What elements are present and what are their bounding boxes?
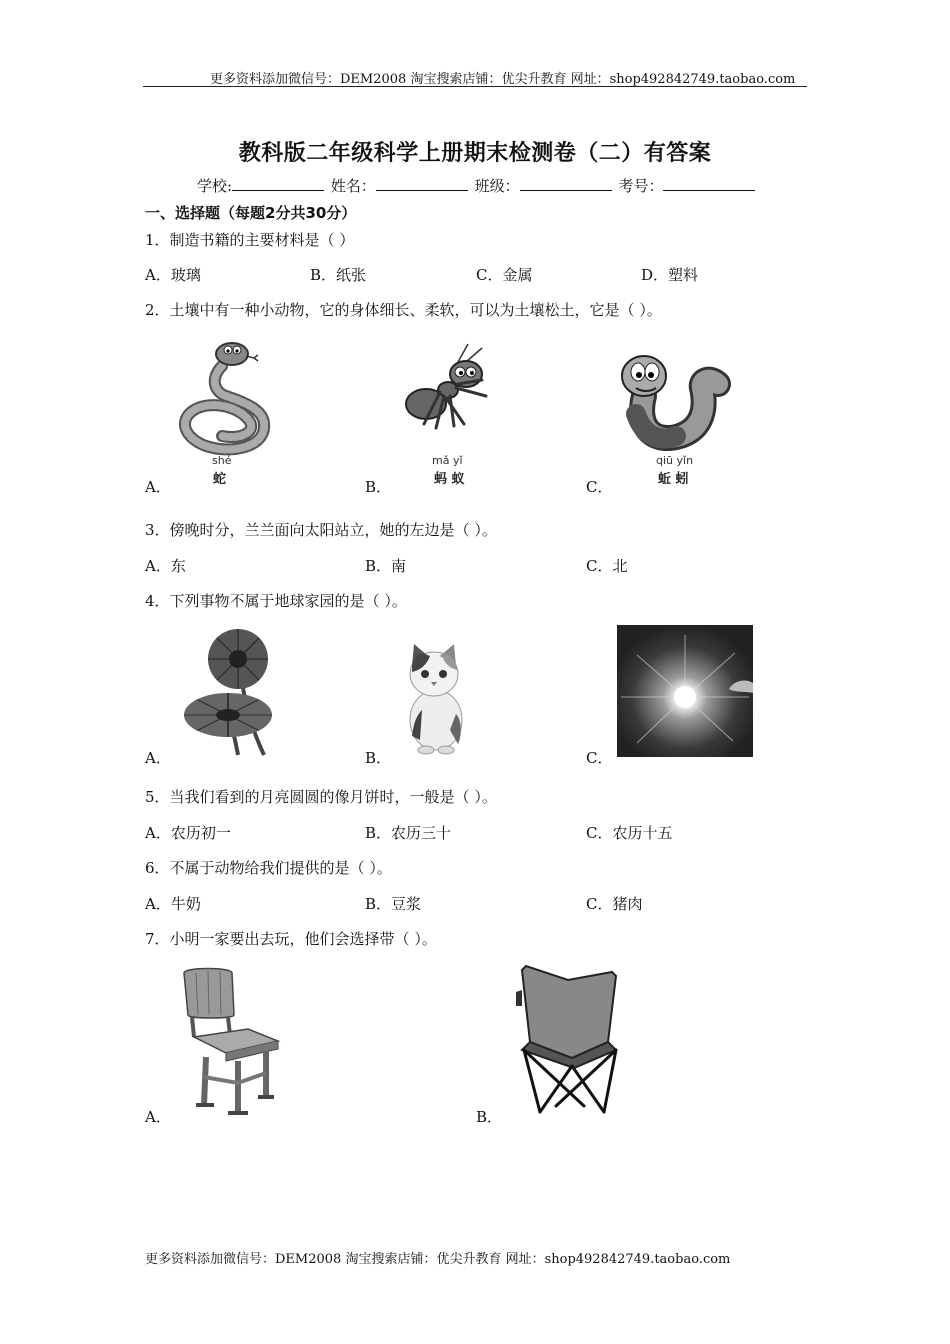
q5-option-c: C．农历十五 <box>586 824 673 842</box>
ant-picture <box>400 340 500 492</box>
q6-option-c: C．猪肉 <box>586 895 643 913</box>
earthworm-pinyin: qiū yǐn <box>656 454 694 467</box>
earthworm-picture <box>614 348 734 492</box>
folding-chair-picture <box>512 962 628 1118</box>
q1-option-c: C．金属 <box>476 266 533 284</box>
question-5: 5．当我们看到的月亮圆圆的像月饼时，一般是（ ）。 <box>145 788 497 806</box>
q1-option-a: A．玻璃 <box>145 266 201 284</box>
q4-option-c: C． <box>586 749 613 767</box>
student-info-line <box>197 175 757 196</box>
snake-pinyin: shé <box>212 454 232 467</box>
class-blank <box>520 176 612 191</box>
q1-option-b: B．纸张 <box>310 266 367 284</box>
q3-option-b: B．南 <box>365 557 407 575</box>
q3-option-c: C．北 <box>586 557 628 575</box>
page-footer: 更多资料添加微信号：DEM2008 淘宝搜索店铺：优尖升教育 网址：shop492842749.taobao.com <box>145 1252 731 1267</box>
snake-picture <box>170 336 280 492</box>
question-4: 4．下列事物不属于地球家园的是（ ）。 <box>145 592 407 610</box>
q2-option-a: A． <box>145 478 171 496</box>
name-label: 姓名： <box>330 177 376 195</box>
q4-option-b: B． <box>365 749 392 767</box>
flower-picture <box>178 625 278 757</box>
question-3: 3．傍晚时分，兰兰面向太阳站立，她的左边是（ ）。 <box>145 521 497 539</box>
question-6: 6．不属于动物给我们提供的是（ ）。 <box>145 859 392 877</box>
ant-hanzi: 蚂 蚁 <box>434 472 465 487</box>
number-blank <box>663 176 755 191</box>
q3-option-a: A．东 <box>145 557 186 575</box>
kitten-picture <box>400 640 470 756</box>
sun-picture <box>617 625 753 757</box>
school-label: 学校: <box>197 177 233 195</box>
q6-option-a: A．牛奶 <box>145 895 201 913</box>
q2-option-b: B． <box>365 478 392 496</box>
school-blank <box>232 176 324 191</box>
q1-option-d: D．塑料 <box>641 266 699 284</box>
name-blank <box>376 176 468 191</box>
q4-option-a: A． <box>145 749 171 767</box>
q5-option-a: A．农历初一 <box>145 824 231 842</box>
section-heading: 一、选择题（每题2分共30分） <box>145 204 357 222</box>
earthworm-hanzi: 蚯 蚓 <box>658 472 689 487</box>
q5-option-b: B．农历三十 <box>365 824 452 842</box>
question-2: 2．土壤中有一种小动物，它的身体细长、柔软，可以为土壤松土，它是（ ）。 <box>145 301 662 319</box>
snake-hanzi: 蛇 <box>213 472 227 487</box>
q7-option-a: A． <box>145 1108 171 1126</box>
q7-option-b: B． <box>476 1108 503 1126</box>
number-label: 考号： <box>618 177 664 195</box>
header-divider <box>143 86 807 87</box>
question-7: 7．小明一家要出去玩，他们会选择带（ ）。 <box>145 930 437 948</box>
class-label: 班级： <box>474 177 520 195</box>
question-1: 1．制造书籍的主要材料是（ ） <box>145 231 355 249</box>
page-header: 更多资料添加微信号：DEM2008 淘宝搜索店铺：优尖升教育 网址：shop492842749.taobao.com <box>210 72 796 87</box>
page-title: 教科版二年级科学上册期末检测卷（二）有答案 <box>238 141 712 166</box>
school-chair-picture <box>178 965 282 1117</box>
ant-pinyin: mǎ yǐ <box>432 454 463 467</box>
q6-option-b: B．豆浆 <box>365 895 422 913</box>
q2-option-c: C． <box>586 478 613 496</box>
